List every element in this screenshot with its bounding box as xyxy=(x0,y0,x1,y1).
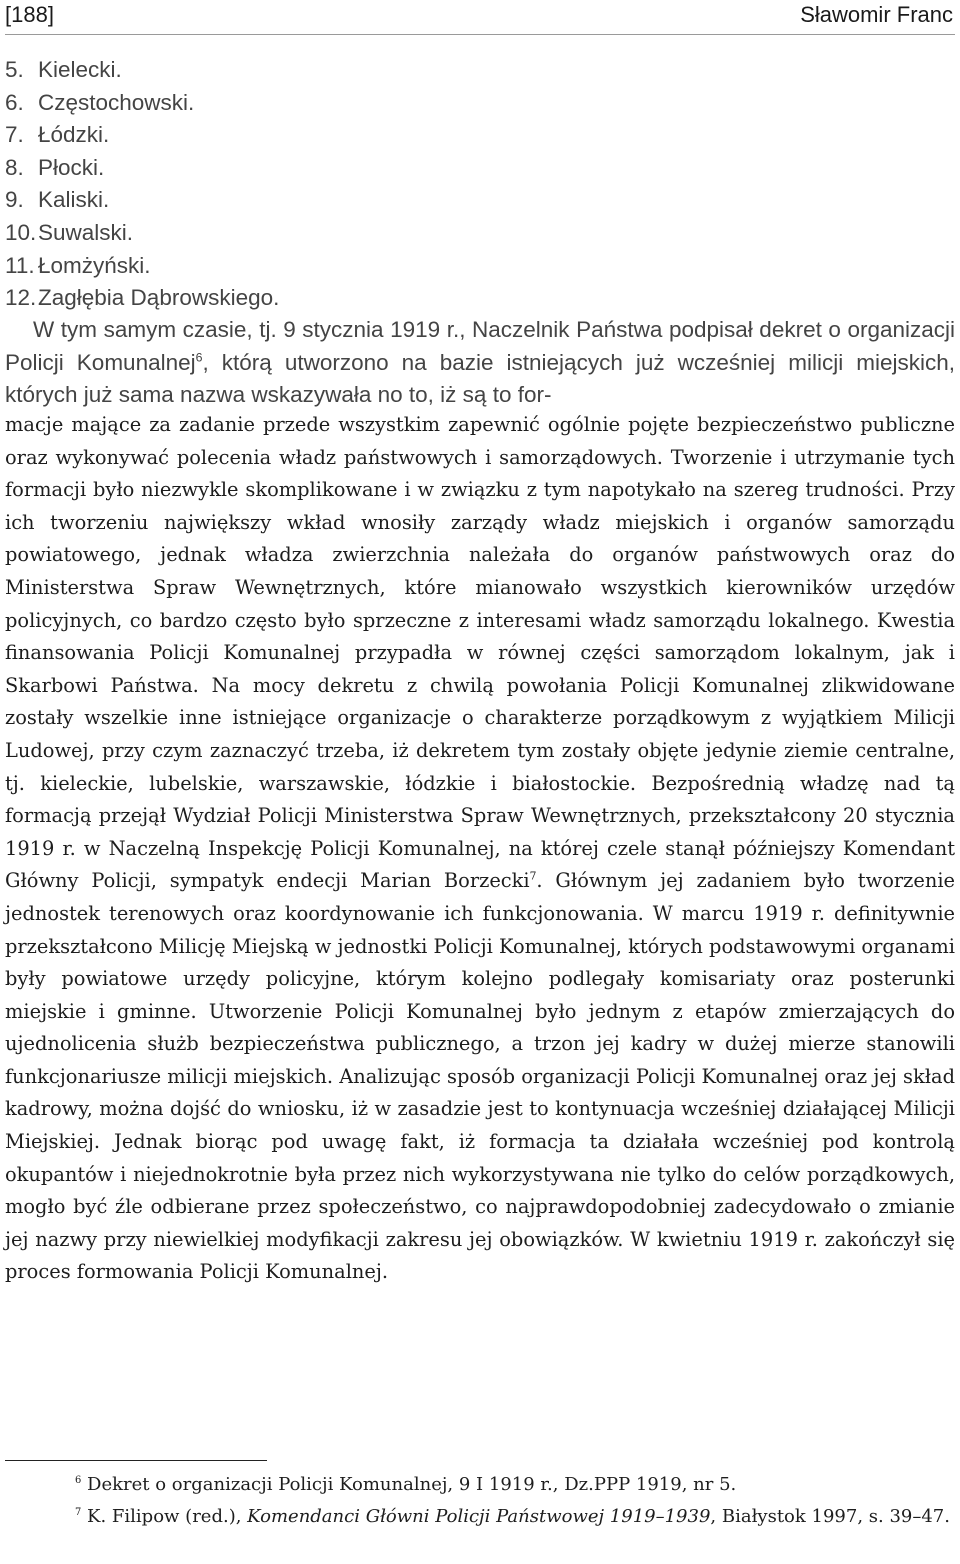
lead-text: W tym samym czasie, tj. 9 stycznia 1919 r., Naczelnik Państwa podpisał dekret o organizacji Policji Komunalnej xyxy=(5,317,955,375)
lead-paragraph xyxy=(5,314,955,412)
footnote-title: Komendanci Główni Policji Państwowej 1919–1939 xyxy=(247,1506,711,1527)
body-text: macje mające za zadanie przede wszystkim zapewnić ogólnie pojęte bezpieczeństwo publiczne oraz wykonywać polecenia władz państwowych i samorządowych. Tworzenie i utrzymanie tych formacji było niezwykle skomplikowane i w związku z tym napotykało na szereg trudności. Przy ich tworzeniu największy wkład wnosiły zarządy władz miejskich i organów samorządu powiatowego, jednak władza zwierzchnia należała do organów państwowych oraz do Ministerstwa Spraw Wewnętrznych, które mianowało wszystkich kierowników urzędów policyjnych, co bardzo często było sprzeczne z interesami władz samorządu lokalnego. Kwestia finansowania Policji Komunalnej przypadła w równej części samorządom lokalnym, jak i Skarbowi Państwa. Na mocy dekretu z chwilą powołania Policji Komunalnej zlikwidowane zostały wszelkie inne istniejące organizacje o charakterze porządkowym z wyjątkiem Milicji Ludowej, przy czym zaznaczyć trzeba, iż dekretem tym zostały objęte jedynie ziemie centralne, tj. kieleckie, lubelskie, warszawskie, łódzkie i białostockie. Bezpośrednią władzę nad tą formacją przejął Wydział Policji Ministerstwa Spraw Wewnętrznych, przekształcony 20 stycznia 1919 r. w Naczelną Inspekcję Policji Komunalnej, na której czele stanął późniejszy Komendant Główny Policji, sympatyk endecji Marian Borzecki xyxy=(5,413,955,893)
footnote-text: Dekret o organizacji Policji Komunalnej, 9 I 1919 r., Dz.PPP 1919, nr 5. xyxy=(87,1474,737,1495)
list-item: 7. Łódzki. xyxy=(5,122,110,148)
body-text-cont: . Głównym jej zadaniem było tworzenie jednostek terenowych oraz koordynowanie ich funkcjonowania. W marcu 1919 r. definitywnie przekształcono Milicję Miejską w jednostki Policji Komunalnej, których podstawowymi organami były powiatowe urzędy policyjne, którym kolejno podlegały komisariaty oraz posterunki miejskie i gminne. Utworzenie Policji Komunalnej było jednym z etapów zmierzających do ujednolicenia służb bezpieczeństwa publicznego, a trzon jej kadry w dużej mierze stanowili funkcjonariusze milicji miejskich. Analizując sposób organizacji Policji Komunalnej oraz jej skład kadrowy, można dojść do wniosku, iż w zasadzie jest to kontynuacja wcześniej działającej Milicji Miejskiej. Jednak biorąc pod uwagę fakt, iż formacja ta działała wcześniej pod kontrolą okupantów i niejednokrotnie była przez nich wykorzystywana nie tylko do celów porządkowych, mogło być źle odbierane przez społeczeństwo, co najprawdopodobniej zadecydowało o zmianie jej nazwy przy niewielkiej modyfikacji zakresu jej obowiązków. W kwietniu 1919 r. zakończył się proces formowania Policji Komunalnej. xyxy=(5,869,955,1284)
footnote-number: 7 xyxy=(75,1507,82,1518)
list-item: 9. Kaliski. xyxy=(5,187,110,213)
footnote-ref-6[interactable]: 6 xyxy=(195,350,203,365)
footnote-number: 6 xyxy=(75,1475,82,1486)
voivodeship-list xyxy=(5,54,279,315)
list-item: 6. Częstochowski. xyxy=(5,89,195,115)
footnote-text: K. Filipow (red.), xyxy=(87,1506,248,1527)
list-item: 11. Łomżyński. xyxy=(5,252,151,278)
list-item: 5. Kielecki. xyxy=(5,57,122,82)
footnote-7 xyxy=(5,1502,955,1532)
running-head-author: Sławomir Franc xyxy=(800,2,953,27)
body-paragraph xyxy=(5,409,955,1289)
footnote-ref-7[interactable]: 7 xyxy=(529,869,537,883)
running-header xyxy=(5,0,955,35)
footnote-divider xyxy=(5,1460,267,1461)
footnote-text-end: , Białystok 1997, s. 39–47. xyxy=(710,1506,950,1527)
lead-text-cont: , którą utworzono na bazie istniejących już wcześniej milicji miejskich, których już sama nazwa wskazywała no to, iż są to for- xyxy=(5,349,955,408)
footnote-6 xyxy=(5,1470,955,1500)
list-item: 12.Zagłębia Dąbrowskiego. xyxy=(5,285,280,311)
list-item: 10.Suwalski. xyxy=(5,219,134,245)
page-number: [188] xyxy=(5,2,54,27)
list-item: 8. Płocki. xyxy=(5,154,105,180)
footnotes xyxy=(5,1470,955,1534)
